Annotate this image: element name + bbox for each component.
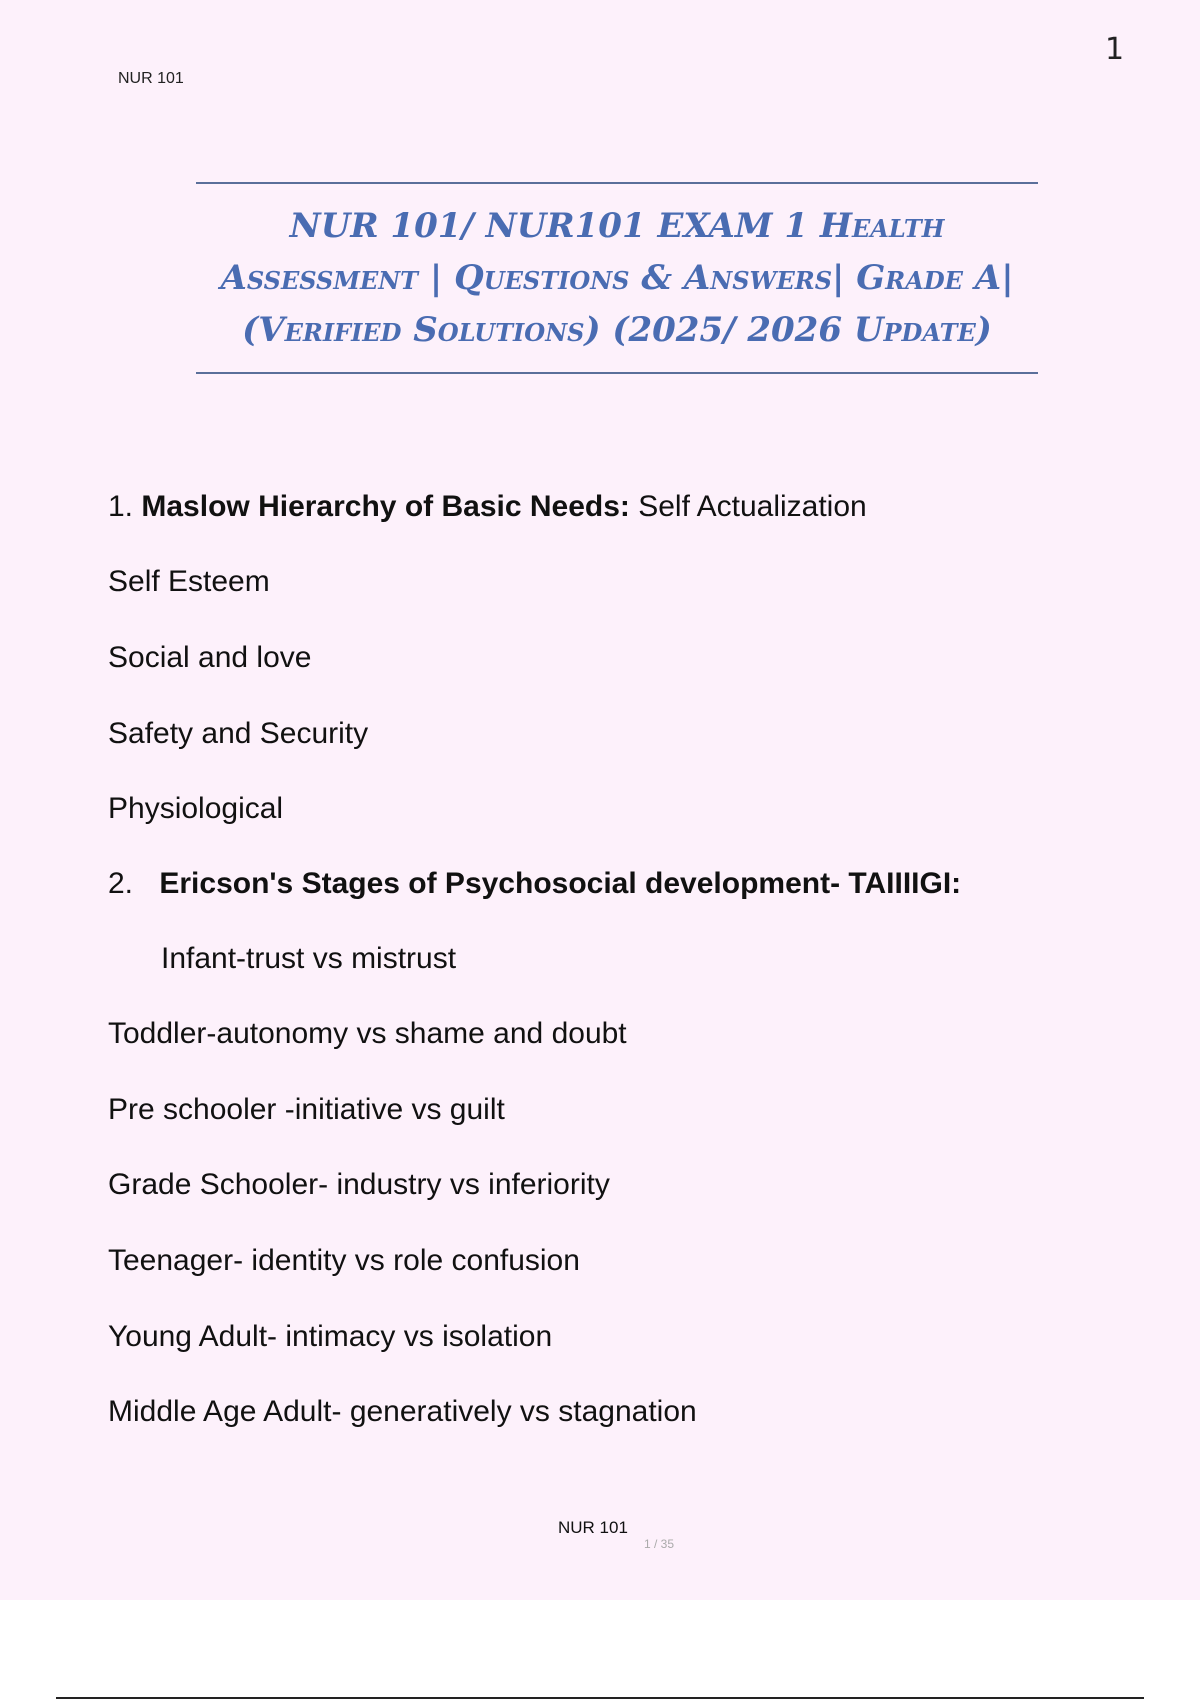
q2-answer: Toddler-autonomy vs shame and doubt [108, 1017, 627, 1050]
q2-term: Ericson's Stages of Psychosocial development- TAIIIIGI: [159, 867, 962, 900]
q2-answer: Teenager- identity vs role confusion [108, 1244, 580, 1277]
q2-answer-first: Infant-trust vs mistrust [161, 942, 457, 975]
q1-answer-first: Self Actualization [638, 490, 867, 523]
q2-answer: Young Adult- intimacy vs isolation [108, 1320, 553, 1353]
q1-answer: Social and love [108, 641, 312, 674]
page-indicator: 1 / 35 [644, 1537, 675, 1551]
q2-number: 2. [108, 867, 134, 900]
q2-answer: Middle Age Adult- generatively vs stagnation [108, 1395, 697, 1428]
title-line-3: (Verified Solutions) (2025/ 2026 Update) [242, 310, 992, 350]
title-line-1: NUR 101/ NUR101 EXAM 1 Health [289, 206, 945, 246]
q1-term: Maslow Hierarchy of Basic Needs: [141, 490, 630, 523]
q2-answer: Grade Schooler- industry vs inferiority [108, 1168, 610, 1201]
q1-answer: Self Esteem [108, 565, 270, 598]
q1-number: 1. [108, 490, 134, 523]
document-title [196, 182, 1038, 374]
q1-answer: Physiological [108, 792, 284, 825]
page-divider [56, 1697, 1144, 1699]
title-line-2: Assessment | Questions & Answers| Grade A| [220, 258, 1014, 298]
q1-answer: Safety and Security [108, 717, 369, 750]
running-footer: NUR 101 [558, 1518, 628, 1537]
page-number: 1 [1105, 32, 1125, 67]
q2-heading [108, 867, 961, 901]
q2-answer: Pre schooler -initiative vs guilt [108, 1093, 505, 1126]
q1-heading [108, 490, 867, 524]
running-header: NUR 101 [118, 70, 184, 87]
